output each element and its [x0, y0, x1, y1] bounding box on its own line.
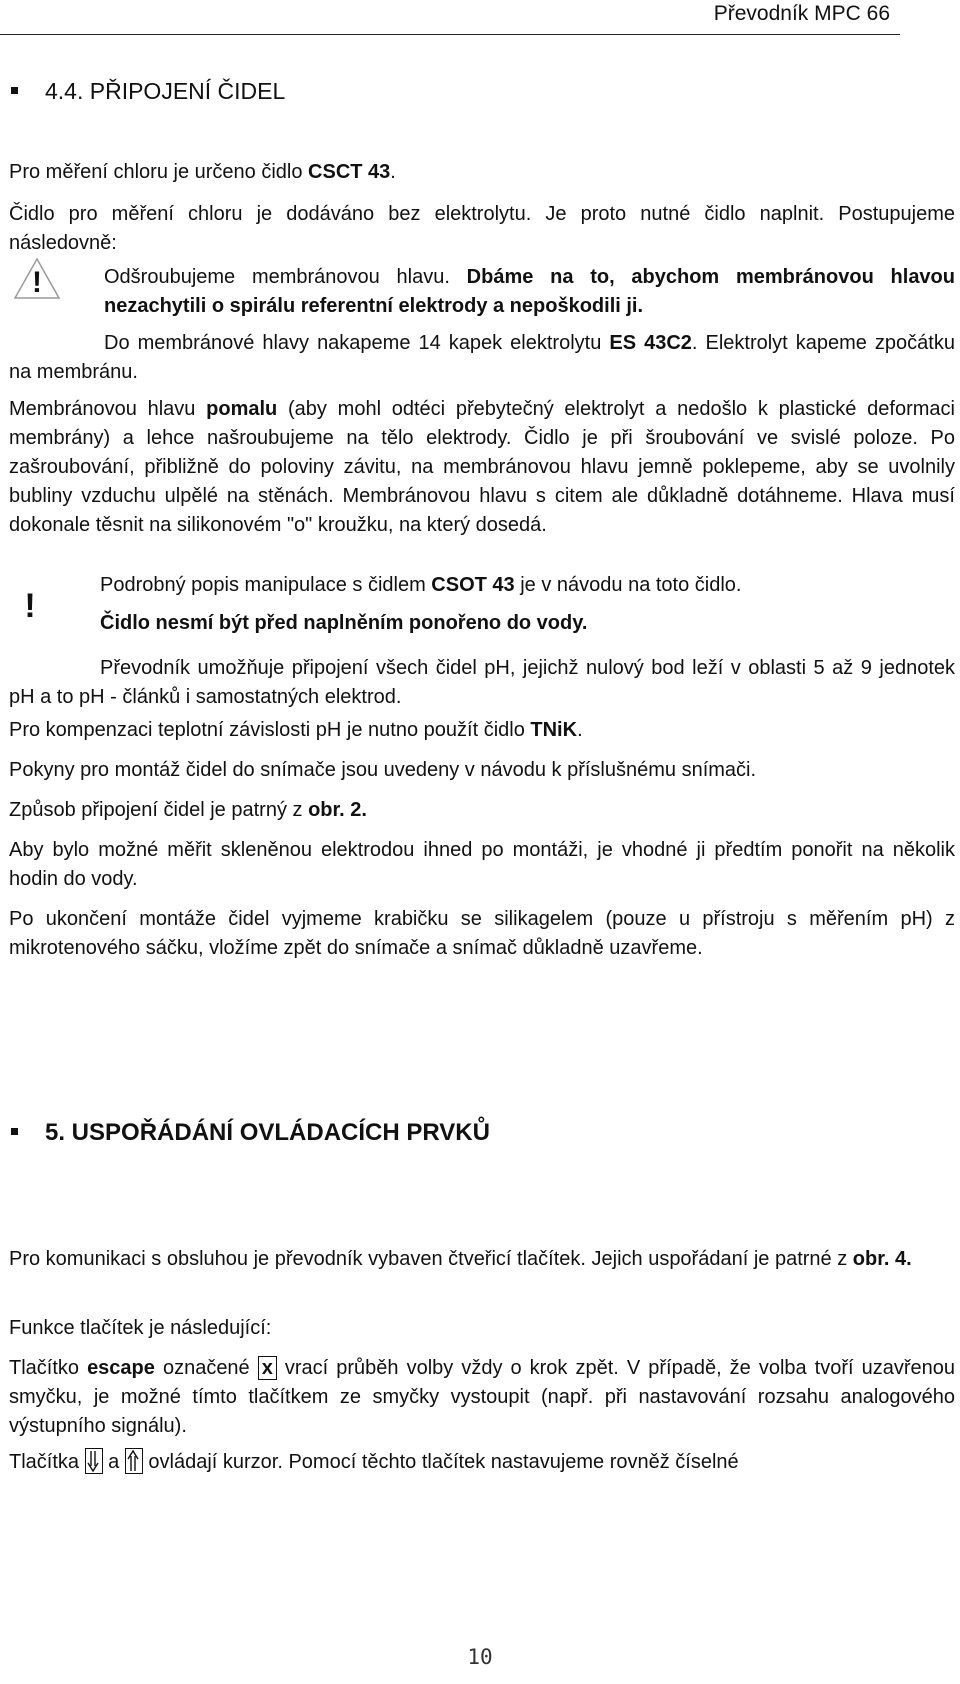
text: Pro měření chloru je určeno čidlo	[9, 161, 309, 183]
text: a	[102, 1451, 125, 1473]
text: Po ukončení montáže čidel vyjmeme krabičku se silikagelem (pouze u přístroju s měřením pH) z mikrotenového sáčku, vložíme zpět do snímače a snímač důkladně uzavřeme.	[9, 908, 955, 959]
warning-text: Čidlo nesmí být před naplněním ponořeno do vody.	[100, 612, 588, 634]
sensor-name: CSCT 43	[308, 161, 391, 183]
electrolyte-name: ES 43C2	[609, 332, 692, 354]
exclamation-icon: !	[24, 587, 36, 625]
paragraph	[9, 654, 955, 712]
text: Čidlo pro měření chloru je dodáváno bez elektrolytu. Je proto nutné čidlo naplnit. Postupujeme následovně:	[9, 203, 955, 254]
text: Tlačítko	[9, 1357, 88, 1379]
paragraph	[9, 1448, 955, 1477]
paragraph	[9, 796, 955, 825]
bullet-icon	[11, 87, 18, 94]
key-name: escape	[87, 1357, 155, 1379]
section-heading-text: 5. USPOŘÁDÁNÍ OVLÁDACÍCH PRVKŮ	[45, 1119, 490, 1146]
text: Způsob připojení čidel je patrný z	[9, 799, 309, 821]
text: ovládají kurzor. Pomocí těchto tlačítek nastavujeme rovněž číselné	[142, 1451, 739, 1473]
paragraph	[9, 200, 955, 258]
text: Pro kompenzaci teplotní závislosti pH je nutno použít čidlo	[9, 719, 531, 741]
text: Pokyny pro montáž čidel do snímače jsou uvedeny v návodu k příslušnému snímači.	[9, 759, 757, 781]
arrow-up-icon	[125, 1448, 143, 1474]
warning-triangle-icon	[13, 256, 61, 300]
text: Pro komunikaci s obsluhou je převodník vybaven čtveřicí tlačítek. Jejich uspořádaní je patrné z	[9, 1248, 853, 1270]
text: Membránovou hlavu	[9, 398, 207, 420]
paragraph	[9, 158, 955, 187]
figure-reference: obr. 2.	[308, 799, 367, 821]
text: Do membránové hlavy nakapeme 14 kapek elektrolytu	[104, 332, 610, 354]
text: označené	[154, 1357, 258, 1379]
text: .	[390, 161, 396, 183]
svg-text:!: !	[32, 266, 42, 299]
arrow-down-icon	[85, 1448, 103, 1474]
section-heading-text: 4.4. PŘIPOJENÍ ČIDEL	[45, 78, 286, 104]
section-heading-4-4	[11, 78, 285, 105]
text: .	[577, 719, 583, 741]
text: Funkce tlačítek je následující:	[9, 1317, 272, 1339]
sensor-name: TNiK	[530, 719, 578, 741]
text: Podrobný popis manipulace s čidlem	[100, 574, 432, 596]
warning-note-2-line-1	[100, 571, 955, 600]
escape-key-icon: x	[258, 1356, 277, 1380]
sensor-name: CSOT 43	[431, 574, 515, 596]
figure-reference: obr. 4.	[852, 1248, 912, 1270]
paragraph	[9, 1245, 955, 1274]
warning-note-1	[104, 263, 955, 321]
paragraph	[9, 1354, 955, 1441]
text: Tlačítka	[9, 1451, 85, 1473]
paragraph	[9, 756, 955, 785]
paragraph	[9, 1314, 955, 1343]
page-number: 10	[467, 1645, 493, 1669]
running-header: Převodník MPC 66	[713, 2, 890, 25]
text: (aby mohl odtéci přebytečný elektrolyt a nedošlo k plastické deformaci membrány) a lehce našroubujeme na tělo elektrody. Čidlo je při šroubování ve svislé poloze. Po zašroubování, přibližně do poloviny závitu, na membránovou hlavu jemně poklepeme, aby se uvolnily bubliny vzduchu ulpělé na stěnách. Membránovou hlavu s citem ale důkladně dotáhneme. Hlava musí dokonale těsnit na silikonovém "o" kroužku, na který dosedá.	[9, 398, 955, 536]
header-rule	[0, 34, 900, 35]
emphasis: pomalu	[206, 398, 278, 420]
warning-note-2-line-2	[100, 609, 955, 638]
text: . Elektrolyt kapeme zpočátku na membránu.	[9, 332, 955, 383]
text: vrací průběh volby vždy o krok zpět. V případě, že volba tvoří uzavřenou smyčku, je možné tímto tlačítkem ze smyčky vystoupit (např. při nastavování rozsahu analogového výstupního signálu).	[9, 1357, 956, 1437]
paragraph	[9, 905, 955, 963]
bullet-icon	[11, 1128, 18, 1135]
paragraph	[9, 395, 955, 540]
text: je v návodu na toto čidlo.	[514, 574, 742, 596]
paragraph	[9, 716, 955, 745]
text: Odšroubujeme membránovou hlavu.	[104, 266, 467, 288]
section-heading-5	[11, 1119, 490, 1147]
text: Aby bylo možné měřit skleněnou elektrodou ihned po montáži, je vhodné ji předtím ponořit na několik hodin do vody.	[9, 839, 955, 890]
warning-text: Dbáme na to, abychom membránovou hlavou nezachytili o spirálu referentní elektrody a nepoškodili ji.	[104, 266, 955, 317]
paragraph	[9, 329, 955, 387]
text: Převodník umožňuje připojení všech čidel pH, jejichž nulový bod leží v oblasti 5 až 9 jednotek pH a to pH - článků i samostatných elektrod.	[9, 657, 955, 708]
paragraph	[9, 836, 955, 894]
